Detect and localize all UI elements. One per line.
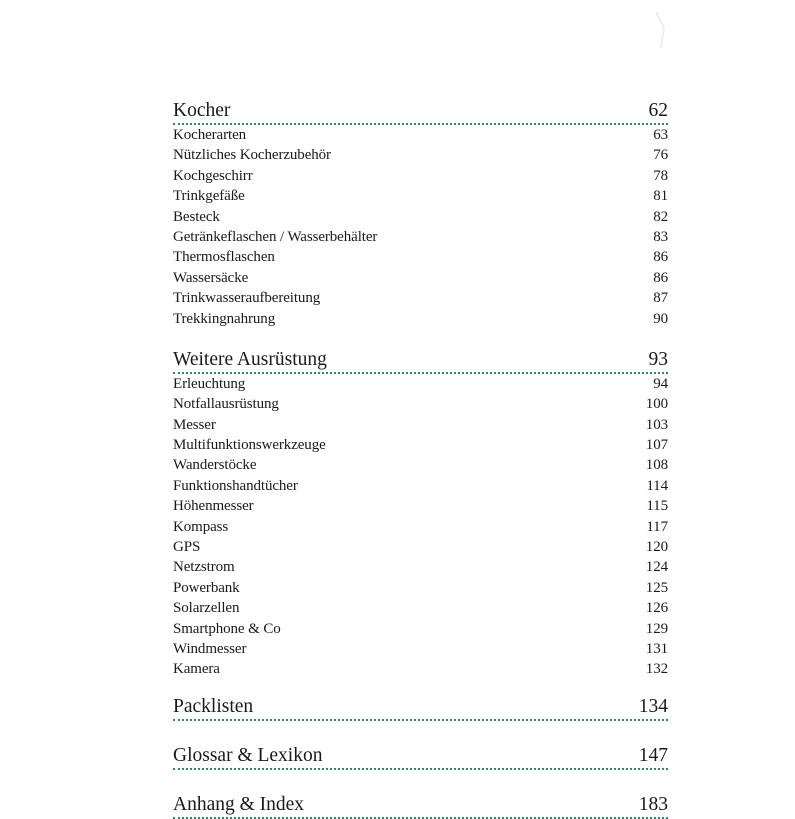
entry-page: 81 [653, 188, 668, 205]
toc-section-heading[interactable] [173, 347, 668, 374]
section-title: Weitere Ausrüstung [173, 348, 327, 370]
entry-page: 125 [645, 579, 668, 596]
entry-page: 126 [645, 600, 668, 617]
entry-page: 107 [645, 437, 668, 454]
entry-label: Notfallausrüstung [173, 396, 279, 413]
entry-label: Thermosflaschen [173, 249, 275, 266]
toc-entry[interactable] [173, 435, 668, 455]
entry-label: Multifunktionswerkzeuge [173, 437, 326, 454]
toc-entry[interactable] [173, 537, 668, 557]
toc-entry[interactable] [173, 517, 668, 537]
toc-entry-list [173, 374, 668, 680]
entry-page: 83 [653, 228, 668, 245]
entry-page: 129 [645, 620, 668, 637]
toc-entry[interactable] [173, 598, 668, 618]
toc-entry-list [173, 125, 668, 329]
toc-entry[interactable] [173, 374, 668, 394]
toc-entry[interactable] [173, 659, 668, 679]
entry-page: 108 [645, 457, 668, 474]
toc-section-weitere-ausruestung [173, 347, 668, 680]
entry-page: 103 [645, 416, 668, 433]
toc-section-heading[interactable] [173, 792, 668, 819]
entry-page: 120 [645, 539, 668, 556]
toc-entry[interactable] [173, 125, 668, 145]
section-title: Anhang & Index [173, 793, 305, 815]
toc-entry[interactable] [173, 227, 668, 247]
entry-page: 131 [645, 640, 668, 657]
toc-entry[interactable] [173, 578, 668, 598]
entry-label: Erleuchtung [173, 375, 246, 392]
entry-label: Messer [173, 416, 216, 433]
entry-page: 90 [653, 310, 668, 327]
entry-label: Windmesser [173, 640, 247, 657]
toc-section-heading[interactable] [173, 98, 668, 125]
entry-label: Kocherarten [173, 127, 247, 143]
toc-entry[interactable] [173, 186, 668, 206]
page-corner-mark [652, 10, 668, 50]
section-spacer [173, 329, 668, 347]
toc-entry[interactable] [173, 268, 668, 288]
toc-entry[interactable] [173, 309, 668, 329]
entry-page: 94 [653, 375, 668, 392]
section-title: Kocher [173, 100, 231, 121]
entry-page: 132 [645, 661, 668, 678]
toc-entry[interactable] [173, 394, 668, 414]
section-page: 93 [648, 348, 668, 370]
section-page: 134 [638, 695, 668, 717]
entry-label: Wassersäcke [173, 269, 249, 286]
section-page: 147 [638, 744, 668, 766]
entry-label: Besteck [173, 208, 220, 225]
entry-page: 115 [646, 498, 668, 515]
entry-label: Höhenmesser [173, 498, 254, 515]
entry-page: 78 [653, 167, 668, 184]
toc-entry[interactable] [173, 557, 668, 577]
entry-label: Trinkwasseraufbereitung [173, 290, 321, 307]
toc-entry[interactable] [173, 619, 668, 639]
entry-page: 124 [645, 559, 668, 576]
entry-label: Kompass [173, 518, 229, 535]
entry-page: 114 [646, 477, 668, 494]
toc-entry[interactable] [173, 145, 668, 165]
entry-page: 100 [645, 396, 668, 413]
entry-label: Funktionshandtücher [173, 477, 298, 494]
toc-entry[interactable] [173, 455, 668, 475]
entry-label: Wanderstöcke [173, 457, 257, 474]
toc-entry[interactable] [173, 166, 668, 186]
toc-entry[interactable] [173, 639, 668, 659]
entry-page: 82 [653, 208, 668, 225]
toc-section-packlisten [173, 694, 668, 721]
entry-label: Trekkingnahrung [173, 310, 276, 327]
toc-entry[interactable] [173, 288, 668, 308]
section-page: 183 [638, 793, 668, 815]
entry-label: Trinkgefäße [173, 188, 245, 205]
entry-page: 86 [653, 249, 668, 266]
toc-section-heading[interactable] [173, 694, 668, 721]
entry-page: 86 [653, 269, 668, 286]
toc-entry[interactable] [173, 207, 668, 227]
entry-label: Solarzellen [173, 600, 240, 617]
entry-label: Getränkeflaschen / Wasserbehälter [173, 228, 378, 245]
section-spacer [173, 680, 668, 694]
entry-label: Kochgeschirr [173, 167, 253, 184]
entry-label: Nützliches Kocherzubehör [173, 147, 331, 164]
toc-section-heading[interactable] [173, 743, 668, 770]
toc-entry[interactable] [173, 247, 668, 267]
entry-label: Powerbank [173, 579, 240, 596]
section-title: Packlisten [173, 695, 254, 717]
entry-page: 76 [653, 147, 668, 164]
entry-label: Smartphone & Co [173, 620, 281, 637]
toc-entry[interactable] [173, 476, 668, 496]
toc-section-anhang [173, 792, 668, 819]
entry-page: 87 [653, 290, 668, 307]
section-page: 62 [648, 100, 668, 121]
entry-label: Kamera [173, 661, 220, 678]
section-title: Glossar & Lexikon [173, 744, 323, 766]
toc-section-glossar [173, 743, 668, 770]
toc-entry[interactable] [173, 415, 668, 435]
table-of-contents [173, 98, 668, 819]
toc-section-kocher [173, 98, 668, 329]
entry-label: GPS [173, 539, 201, 556]
toc-entry[interactable] [173, 496, 668, 516]
entry-page: 63 [653, 127, 668, 143]
entry-label: Netzstrom [173, 559, 235, 576]
entry-page: 117 [646, 518, 668, 535]
